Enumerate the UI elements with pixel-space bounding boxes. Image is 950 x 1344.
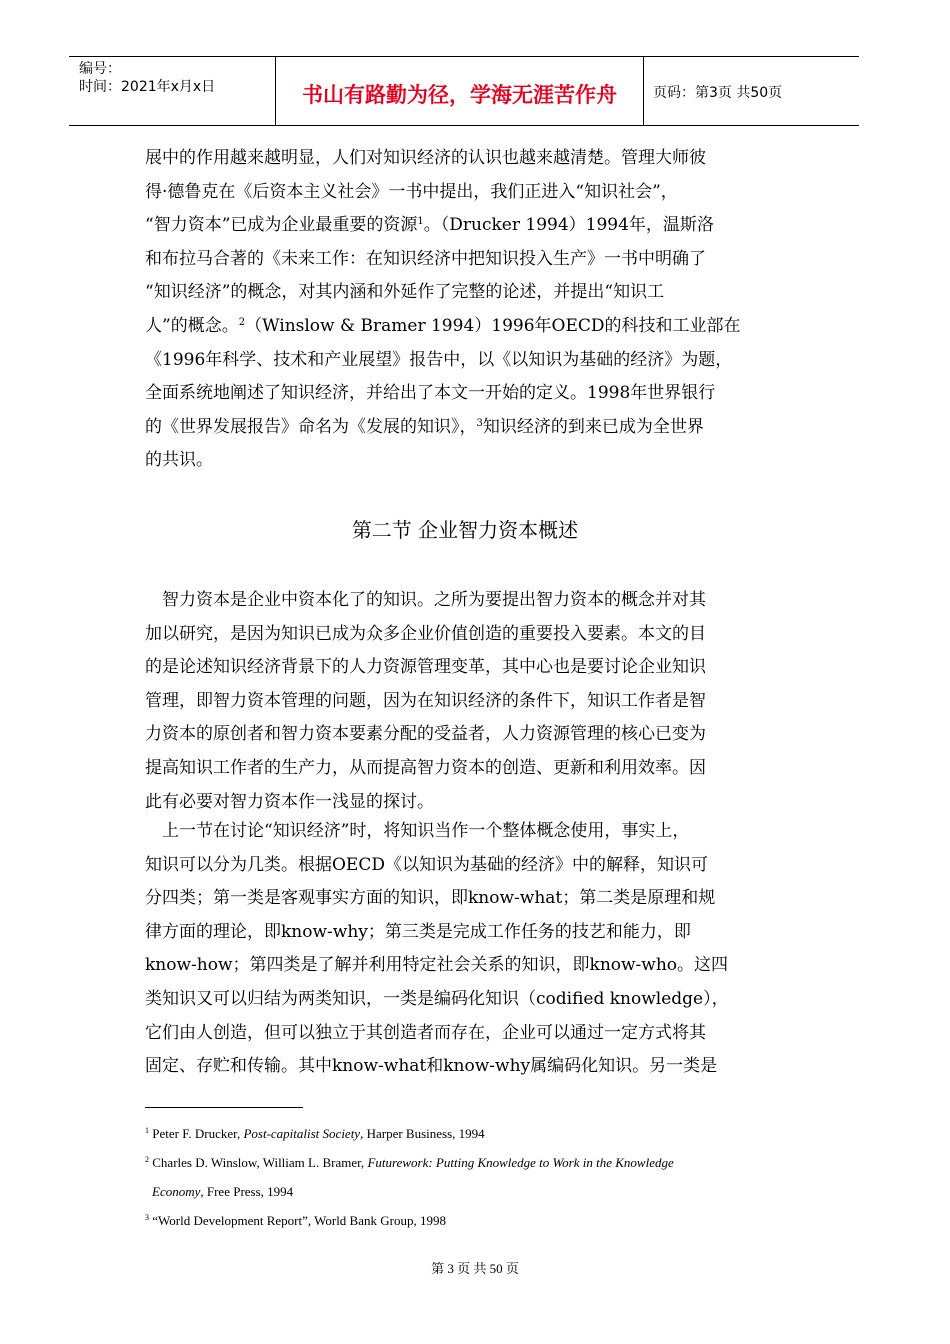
text-line: 的《世界发展报告》命名为《发展的知识》，$^3$知识经济的到来已成为全世界 <box>145 416 704 437</box>
text-line: know-how；第四类是了解并利用特定社会关系的知识，即know-who。这四 <box>145 955 729 976</box>
paragraph-knowledge-economy <box>145 142 805 478</box>
text-line: 展中的作用越来越明显，人们对知识经济的认识也越来越清楚。管理大师彼 <box>145 148 706 168</box>
text-line: 人”的概念。$^2$（Winslow & Bramer 1994）1996年OECD的科技和工业部在 <box>145 315 741 336</box>
text-line: 的共识。 <box>145 450 213 471</box>
footnote-ref-3: 3 <box>476 417 483 429</box>
header-top-rule <box>69 56 859 57</box>
text-line: 全面系统地阐述了知识经济，并给出了本文一开始的定义。1998年世界银行 <box>145 383 716 404</box>
text-line: 此有必要对智力资本作一浅显的探讨。 <box>145 791 434 812</box>
section-title: 第二节 企业智力资本概述 <box>351 518 579 542</box>
text-line: “知识经济”的概念，对其内涵和外延作了完整的论述，并提出“知识工 <box>145 282 665 303</box>
text-line: 力资本的原创者和智力资本要素分配的受益者，人力资源管理的核心已变为 <box>145 724 706 745</box>
footnote-ref-2: 2 <box>238 316 246 328</box>
text-line: 类知识又可以归结为两类知识，一类是编码化知识（codified knowledge）， <box>145 988 729 1009</box>
footnote-1: $^1$ Peter F. Drucker, Post-capitalist Society, Harper Business, 1994 <box>145 1126 485 1141</box>
text-line: 分四类；第一类是客观事实方面的知识，即know-what；第二类是原理和规 <box>145 888 716 909</box>
text-line: 《1996年科学、技术和产业展望》报告中，以《以知识为基础的经济》为题， <box>145 349 733 370</box>
doc-number-label: 编号： <box>79 61 121 77</box>
header-bottom-rule <box>69 125 859 126</box>
text-line: 管理，即智力资本管理的问题，因为在知识经济的条件下，知识工作者是智 <box>145 690 706 711</box>
text-line: 得·德鲁克在《后资本主义社会》一书中提出，我们正进入“知识社会”， <box>145 181 678 202</box>
text-line: 和布拉马合著的《未来工作：在知识经济中把知识投入生产》一书中明确了 <box>145 248 706 269</box>
text-line: 的是论述知识经济背景下的人力资源管理变革，其中心也是要讨论企业知识 <box>145 657 706 678</box>
text-line: 智力资本是企业中资本化了的知识。之所为要提出智力资本的概念并对其 <box>162 590 706 610</box>
text-line: 上一节在讨论“知识经济”时，将知识当作一个整体概念使用，事实上， <box>162 821 690 841</box>
header-page-info: 页码：第3页 共50页 <box>653 85 783 101</box>
header-meta <box>79 60 215 96</box>
footnote-separator <box>145 1107 303 1108</box>
text-line: “智力资本”已成为企业最重要的资源$^1$。（Drucker 1994）1994年，温斯洛 <box>145 215 714 236</box>
page-footer: 第 3 页 共 50 页 <box>431 1261 519 1276</box>
footnote-3: $^3$ “World Development Report”, World Bank Group, 1998 <box>145 1213 446 1228</box>
text-line: 它们由人创造，但可以独立于其创造者而存在，企业可以通过一定方式将其 <box>145 1022 706 1043</box>
header-motto: 书山有路勤为径，学海无涯苦作舟 <box>302 83 617 107</box>
header-divider-right <box>643 56 644 125</box>
text-line: 固定、存贮和传输。其中know-what和know-why属编码化知识。另一类是 <box>145 1056 718 1077</box>
text-line: 知识可以分为几类。根据OECD《以知识为基础的经济》中的解释，知识可 <box>145 854 708 875</box>
text-line: 提高知识工作者的生产力，从而提高智力资本的创造、更新和利用效率。因 <box>145 757 706 778</box>
doc-time-label: 时间：2021年x月x日 <box>79 79 216 95</box>
footnote-2-continued: Economy, Free Press, 1994 <box>152 1184 294 1199</box>
text-line: 加以研究，是因为知识已成为众多企业价值创造的重要投入要素。本文的目 <box>145 623 706 644</box>
paragraph-knowledge-types <box>145 815 805 1084</box>
text-line: 律方面的理论，即know-why；第三类是完成工作任务的技艺和能力，即 <box>145 921 691 942</box>
footnote-ref-1: 1 <box>417 216 424 228</box>
paragraph-intellectual-capital <box>145 584 805 819</box>
footnote-2: $^2$ Charles D. Winslow, William L. Bramer, Futurework: Putting Knowledge to Work in the Knowledge <box>145 1155 674 1170</box>
